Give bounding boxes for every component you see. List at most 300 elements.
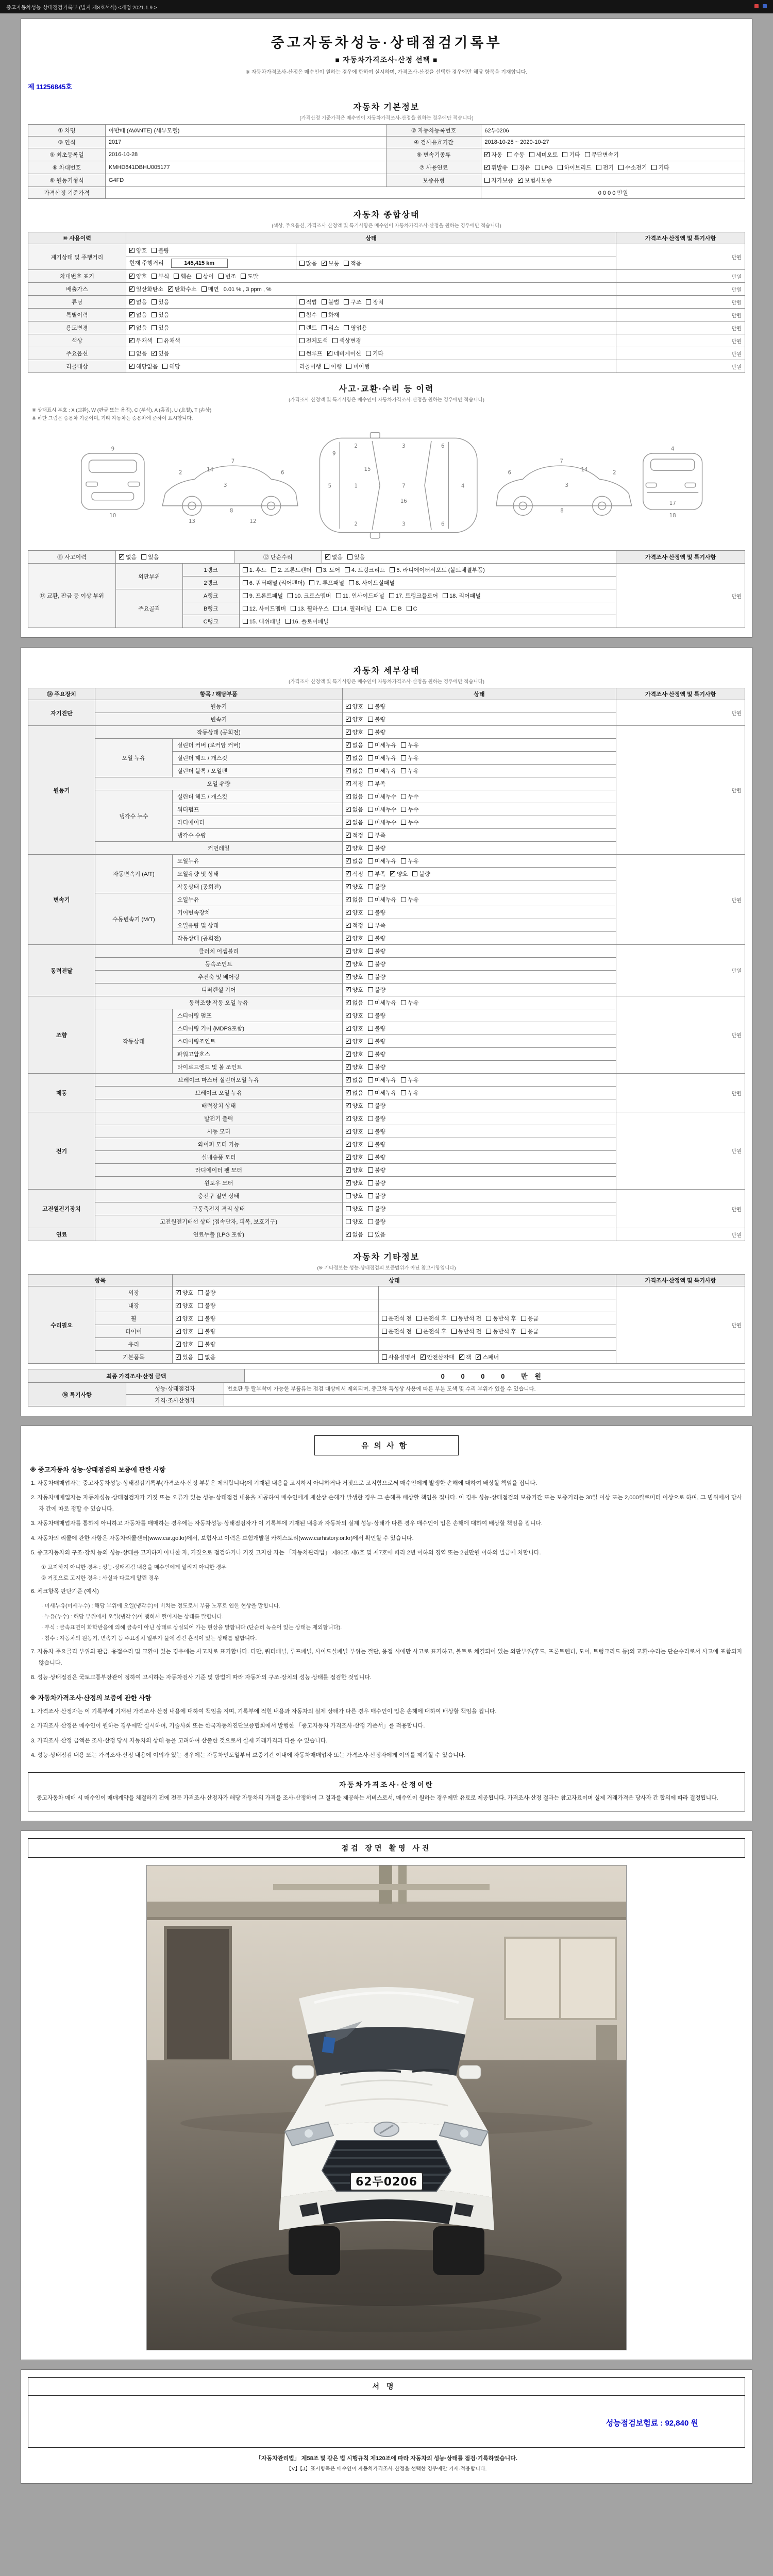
checkbox-option[interactable] [324, 362, 342, 370]
checkbox-option[interactable] [346, 1192, 363, 1200]
field-value[interactable] [342, 919, 616, 932]
checkbox-option[interactable] [346, 1205, 363, 1213]
field-value[interactable] [481, 148, 745, 161]
checkbox-option[interactable] [368, 1089, 397, 1097]
checkbox-label: 양호 [182, 1342, 194, 1348]
checkbox-option[interactable] [484, 150, 502, 159]
field-value[interactable] [342, 880, 616, 893]
checkbox-option[interactable] [368, 986, 385, 994]
checkbox-option[interactable] [346, 1011, 363, 1020]
checked-checkbox-icon [346, 820, 351, 825]
checkbox-option[interactable] [368, 754, 397, 762]
checkbox-option[interactable] [176, 1301, 193, 1310]
checkbox-option[interactable] [322, 324, 339, 332]
checkbox-option[interactable] [368, 1217, 385, 1226]
checkbox-label: 불량 [158, 248, 170, 254]
checkbox-option[interactable] [152, 298, 169, 306]
checkbox-option[interactable] [346, 805, 363, 814]
checkbox-option[interactable] [368, 779, 385, 788]
checkbox-option[interactable] [152, 324, 169, 332]
checkbox-option[interactable] [401, 741, 418, 749]
field-value[interactable] [126, 360, 296, 373]
checkbox-option[interactable] [368, 1101, 385, 1110]
checkbox-option[interactable] [486, 1327, 516, 1335]
checkbox-option[interactable] [176, 1314, 193, 1323]
field-value[interactable] [342, 765, 616, 777]
field-value[interactable] [342, 752, 616, 765]
checkbox-option[interactable] [129, 324, 147, 332]
field-value[interactable] [378, 1312, 616, 1325]
checkbox-option[interactable] [176, 1327, 193, 1335]
notice-title: 유의사항 [314, 1435, 459, 1455]
checkbox-option[interactable] [382, 1353, 416, 1361]
checkbox-option[interactable] [368, 1127, 385, 1136]
field-value[interactable] [378, 1351, 616, 1364]
field-value[interactable] [172, 1286, 378, 1299]
field-value[interactable] [342, 984, 616, 996]
field-value[interactable] [296, 309, 616, 321]
checkbox-option[interactable] [333, 604, 372, 613]
field-value[interactable] [342, 1087, 616, 1099]
checkbox-option[interactable] [176, 1353, 193, 1361]
field-value[interactable] [172, 1351, 378, 1364]
checkbox-option[interactable] [198, 1289, 215, 1297]
checkbox-option[interactable] [332, 336, 361, 345]
checkbox-option[interactable] [346, 715, 363, 723]
checkbox-option[interactable] [198, 1340, 215, 1348]
field-value[interactable] [481, 174, 745, 187]
field-value[interactable] [342, 829, 616, 842]
checkbox-option[interactable] [129, 349, 147, 358]
checkbox-option[interactable] [346, 1089, 363, 1097]
checkbox-option[interactable] [376, 606, 386, 612]
checkbox-option[interactable] [345, 566, 385, 574]
checkbox-option[interactable] [368, 767, 397, 775]
checkbox-option[interactable] [346, 741, 363, 749]
checkbox-option[interactable] [451, 1314, 482, 1323]
checkbox-option[interactable] [309, 579, 344, 587]
field-value[interactable] [342, 726, 616, 739]
checkbox-option[interactable] [346, 1101, 363, 1110]
checkbox-option[interactable] [401, 1089, 418, 1097]
notice-paragraph: 8. 성능·상태점검은 국토교통부장관이 정하여 고시하는 자동차검사 기준 및 방법에 따라 자동차의 구조·장치의 성능·상태를 점검한 것입니다. [31, 1674, 372, 1681]
checkbox-option[interactable] [347, 553, 365, 561]
field-value[interactable] [342, 893, 616, 906]
checkbox-option[interactable] [346, 1024, 363, 1032]
checkbox-option[interactable] [299, 311, 317, 319]
checkbox-label: 적정 [352, 833, 363, 839]
field-value[interactable] [342, 1228, 616, 1241]
checkbox-option[interactable] [368, 1179, 385, 1187]
checkbox-option[interactable] [368, 960, 385, 968]
field-value[interactable] [126, 270, 616, 283]
checkbox-option[interactable] [368, 728, 385, 736]
checkbox-option[interactable] [174, 272, 191, 280]
checkbox-option[interactable] [562, 150, 580, 159]
checkbox-option[interactable] [198, 1301, 215, 1310]
checkbox-option[interactable] [219, 272, 236, 280]
checkbox-option[interactable] [368, 973, 385, 981]
checkbox-option[interactable] [346, 895, 363, 904]
field-value[interactable] [239, 615, 616, 628]
checkbox-option[interactable] [401, 754, 418, 762]
checkbox-option[interactable] [322, 298, 339, 306]
checkbox-option[interactable] [346, 1076, 363, 1084]
checkbox-option[interactable] [344, 324, 367, 332]
field-text: 등속조인트 [205, 961, 232, 968]
checkbox-option[interactable] [368, 792, 397, 801]
field-value[interactable] [342, 803, 616, 816]
checkbox-option[interactable] [196, 272, 214, 280]
checkbox-option[interactable] [152, 272, 169, 280]
checkbox-option[interactable] [368, 1153, 385, 1161]
field-value[interactable] [342, 1202, 616, 1215]
checkbox-option[interactable] [368, 715, 385, 723]
checkbox-option[interactable] [401, 895, 418, 904]
field-value[interactable] [126, 283, 616, 296]
field-value[interactable] [322, 551, 616, 564]
checkbox-option[interactable] [271, 566, 311, 574]
checkbox-option[interactable] [327, 349, 361, 358]
checkbox-option[interactable] [401, 998, 418, 1007]
checkbox-option[interactable] [368, 818, 397, 826]
checkbox-option[interactable] [291, 604, 329, 613]
checkbox-option[interactable] [484, 176, 513, 184]
field-value[interactable] [342, 1074, 616, 1087]
checkbox-option[interactable] [416, 1327, 447, 1335]
checkbox-option[interactable] [391, 606, 401, 612]
checkbox-option[interactable] [322, 311, 339, 319]
field-value[interactable] [342, 777, 616, 790]
checkbox-option[interactable] [129, 298, 147, 306]
checkbox-option[interactable] [346, 1140, 363, 1148]
checkbox-option[interactable] [346, 728, 363, 736]
checkbox-option[interactable] [243, 617, 281, 625]
checkbox-option[interactable] [476, 1353, 499, 1361]
checkbox-option[interactable] [346, 1153, 363, 1161]
checkbox-option[interactable] [368, 805, 397, 814]
field-value[interactable] [342, 700, 616, 713]
checkbox-option[interactable] [288, 591, 331, 600]
checkbox-option[interactable] [368, 934, 385, 942]
checkbox-option[interactable] [401, 767, 418, 775]
field-value[interactable] [172, 1338, 378, 1351]
checkbox-option[interactable] [366, 298, 383, 306]
field-value[interactable] [378, 1325, 616, 1338]
checkbox-option[interactable] [535, 165, 553, 171]
checkbox-option[interactable] [346, 779, 363, 788]
checkbox-label: A [382, 606, 387, 612]
checkbox-option[interactable] [129, 285, 163, 293]
field-value[interactable] [126, 309, 296, 321]
checkbox-option[interactable] [401, 1076, 418, 1084]
field-value[interactable] [342, 1151, 616, 1164]
checkbox-option[interactable] [368, 1140, 385, 1148]
field-value[interactable] [342, 1112, 616, 1125]
checkbox-option[interactable] [507, 150, 525, 159]
checkbox-option[interactable] [368, 947, 385, 955]
checkbox-option[interactable] [129, 362, 158, 370]
field-value[interactable] [172, 1299, 378, 1312]
field-value[interactable] [342, 958, 616, 971]
field-value[interactable] [296, 360, 616, 373]
checkbox-option[interactable] [198, 1327, 215, 1335]
checkbox-option[interactable] [368, 998, 397, 1007]
checkbox-option[interactable] [368, 1205, 385, 1213]
checkbox-option[interactable] [368, 702, 385, 710]
checkbox-option[interactable] [368, 1011, 385, 1020]
field-value[interactable] [342, 1035, 616, 1048]
checkbox-option[interactable] [368, 844, 385, 852]
checkbox-option[interactable] [401, 857, 418, 865]
checkbox-option[interactable] [346, 883, 363, 891]
checkbox-option[interactable] [346, 986, 363, 994]
field-value [616, 1112, 745, 1190]
field-value [616, 347, 745, 360]
checkbox-option[interactable] [518, 176, 552, 184]
checkbox-option[interactable] [416, 1314, 447, 1323]
unchecked-checkbox-icon [152, 248, 157, 253]
field-value[interactable] [342, 1125, 616, 1138]
checkbox-option[interactable] [344, 259, 361, 267]
field-value[interactable] [342, 1138, 616, 1151]
field-value[interactable] [342, 1190, 616, 1202]
checkbox-option[interactable] [368, 1024, 385, 1032]
checkbox-option[interactable] [344, 298, 361, 306]
field-value[interactable] [239, 602, 616, 615]
checkbox-option[interactable] [412, 870, 430, 878]
checkbox-option[interactable] [346, 792, 363, 801]
field-value[interactable] [342, 945, 616, 958]
checkbox-option[interactable] [157, 336, 180, 345]
checkbox-option[interactable] [201, 285, 219, 293]
field-value[interactable] [296, 257, 616, 270]
field-value[interactable] [342, 1009, 616, 1022]
checkbox-option[interactable] [346, 973, 363, 981]
checkbox-option[interactable] [168, 285, 197, 293]
checkbox-option[interactable] [129, 272, 147, 280]
checkbox-option[interactable] [346, 1050, 363, 1058]
checkbox-option[interactable] [368, 1166, 385, 1174]
field-value[interactable] [126, 296, 296, 309]
checkbox-option[interactable] [346, 960, 363, 968]
field-value[interactable] [296, 296, 616, 309]
checkbox-option[interactable] [346, 934, 363, 942]
checkbox-option[interactable] [486, 1314, 516, 1323]
checkbox-option[interactable] [459, 1353, 472, 1361]
field-value[interactable] [239, 564, 616, 577]
checkbox-option[interactable] [529, 150, 558, 159]
checkbox-option[interactable] [368, 883, 385, 891]
field-value[interactable] [342, 1099, 616, 1112]
checkbox-option[interactable] [346, 1230, 363, 1239]
checkbox-option[interactable] [119, 553, 137, 561]
checkbox-option[interactable] [346, 1179, 363, 1187]
checkbox-option[interactable] [368, 1063, 385, 1071]
checkbox-option[interactable] [285, 617, 329, 625]
field-value[interactable] [481, 161, 745, 174]
checkbox-option[interactable] [346, 818, 363, 826]
checkbox-option[interactable] [368, 1076, 397, 1084]
field-value[interactable] [115, 551, 234, 564]
field-value[interactable] [342, 1164, 616, 1177]
checkbox-option[interactable] [368, 1114, 385, 1123]
checkbox-option[interactable] [141, 553, 159, 561]
field-value[interactable] [342, 790, 616, 803]
field-value[interactable] [342, 713, 616, 726]
checkbox-option[interactable] [346, 1166, 363, 1174]
field-value[interactable] [172, 1325, 378, 1338]
field-value[interactable] [342, 816, 616, 829]
checkbox-option[interactable] [243, 591, 283, 600]
checkbox-option[interactable] [299, 259, 317, 267]
field-value[interactable] [342, 739, 616, 752]
checkbox-option[interactable] [346, 1114, 363, 1123]
field-value[interactable] [342, 996, 616, 1009]
checkbox-option[interactable] [346, 921, 363, 929]
checkbox-option[interactable] [451, 1327, 482, 1335]
field-value[interactable] [172, 1312, 378, 1325]
field-value[interactable] [342, 855, 616, 868]
checkbox-option[interactable] [346, 767, 363, 775]
field-value[interactable] [342, 842, 616, 855]
field-value[interactable] [342, 971, 616, 984]
checkbox-option[interactable] [368, 1230, 385, 1239]
checkbox-option[interactable] [368, 831, 385, 839]
checkbox-option[interactable] [368, 870, 385, 878]
checkbox-option[interactable] [198, 1314, 215, 1323]
checkbox-option[interactable] [346, 1127, 363, 1136]
checkbox-option[interactable] [299, 298, 317, 306]
checkbox-option[interactable] [443, 591, 481, 600]
checkbox-option[interactable] [162, 362, 180, 370]
checkbox-option[interactable] [129, 336, 153, 345]
unchecked-checkbox-icon [507, 152, 512, 157]
checkbox-option[interactable] [346, 947, 363, 955]
checkbox-option[interactable] [401, 818, 418, 826]
checkbox-option[interactable] [152, 349, 169, 358]
checkbox-option[interactable] [129, 311, 147, 319]
checkbox-option[interactable] [325, 553, 343, 561]
checkbox-option[interactable] [382, 1327, 412, 1335]
checkbox-option[interactable] [129, 246, 147, 255]
field-value[interactable] [342, 1048, 616, 1061]
checkbox-option[interactable] [366, 349, 383, 358]
checkbox-option[interactable] [346, 844, 363, 852]
checkbox-option[interactable] [558, 163, 592, 172]
checkbox-option[interactable] [176, 1289, 193, 1297]
checkbox-option[interactable] [349, 579, 395, 587]
field-value[interactable] [342, 1177, 616, 1190]
checkbox-option[interactable] [368, 1192, 385, 1200]
checkbox-option[interactable] [401, 805, 418, 814]
field-value[interactable] [342, 932, 616, 945]
field-value[interactable] [126, 347, 296, 360]
checkbox-option[interactable] [618, 163, 647, 172]
field-value[interactable] [296, 321, 616, 334]
checkbox-option[interactable] [651, 163, 669, 172]
checkbox-option[interactable] [299, 336, 328, 345]
checkbox-option[interactable] [390, 870, 408, 878]
signature-area[interactable] [28, 2396, 745, 2447]
checkbox-option[interactable] [368, 1037, 385, 1045]
field-label [182, 564, 239, 577]
checkbox-option[interactable] [241, 272, 258, 280]
checkbox-option[interactable] [368, 908, 385, 917]
field-value[interactable] [296, 334, 616, 347]
field-value[interactable] [126, 334, 296, 347]
field-label [28, 244, 126, 270]
checkbox-option[interactable] [346, 908, 363, 917]
field-value[interactable] [239, 577, 616, 589]
field-label [95, 1299, 172, 1312]
checkbox-option[interactable] [243, 579, 305, 587]
checkbox-option[interactable] [299, 324, 317, 332]
checkbox-option[interactable] [401, 792, 418, 801]
checkbox-option[interactable] [346, 857, 363, 865]
checkbox-option[interactable] [299, 349, 323, 358]
checkbox-option[interactable] [596, 163, 614, 172]
checkbox-option[interactable] [368, 1050, 385, 1058]
checkbox-option[interactable] [585, 150, 619, 159]
checkbox-option[interactable] [346, 870, 363, 878]
checkbox-option[interactable] [346, 1217, 363, 1226]
checkbox-option[interactable] [152, 246, 169, 255]
checkbox-option[interactable] [243, 604, 286, 613]
checkbox-option[interactable] [346, 754, 363, 762]
checkbox-option[interactable] [346, 702, 363, 710]
field-value[interactable] [296, 347, 616, 360]
field-value[interactable] [126, 321, 296, 334]
checkbox-option[interactable] [316, 566, 340, 574]
checkbox-option[interactable] [521, 1327, 539, 1335]
checkbox-option[interactable] [390, 566, 484, 574]
field-value[interactable] [342, 1215, 616, 1228]
checkbox-option[interactable] [368, 921, 385, 929]
checkbox-option[interactable] [407, 606, 417, 612]
checked-checkbox-icon [129, 325, 135, 330]
checkbox-option[interactable] [382, 1314, 412, 1323]
checkbox-option[interactable] [346, 362, 369, 370]
checkbox-option[interactable] [521, 1314, 539, 1323]
field-value[interactable] [342, 906, 616, 919]
checkbox-option[interactable] [346, 998, 363, 1007]
field-value[interactable] [126, 244, 296, 257]
checkbox-option[interactable] [346, 1063, 363, 1071]
checkbox-option[interactable] [421, 1353, 455, 1361]
field-value[interactable] [342, 1061, 616, 1074]
checkbox-option[interactable] [322, 259, 339, 267]
field-text: 색상 [71, 338, 83, 344]
checkbox-option[interactable] [512, 163, 530, 172]
checkbox-option[interactable] [243, 566, 266, 574]
checked-checkbox-icon [476, 1354, 481, 1360]
checkbox-option[interactable] [389, 591, 438, 600]
checkbox-option[interactable] [152, 311, 169, 319]
checkbox-option[interactable] [336, 591, 384, 600]
checkbox-option[interactable] [346, 831, 363, 839]
checkbox-option[interactable] [368, 741, 397, 749]
checkbox-option[interactable] [368, 895, 397, 904]
checkbox-option[interactable] [198, 1353, 215, 1361]
field-value[interactable] [239, 589, 616, 602]
checkbox-option[interactable] [484, 163, 508, 172]
field-value[interactable] [342, 1022, 616, 1035]
checkbox-option[interactable] [368, 857, 397, 865]
field-value[interactable] [342, 868, 616, 880]
checkbox-option[interactable] [346, 1037, 363, 1045]
checkbox-option[interactable] [176, 1340, 193, 1348]
